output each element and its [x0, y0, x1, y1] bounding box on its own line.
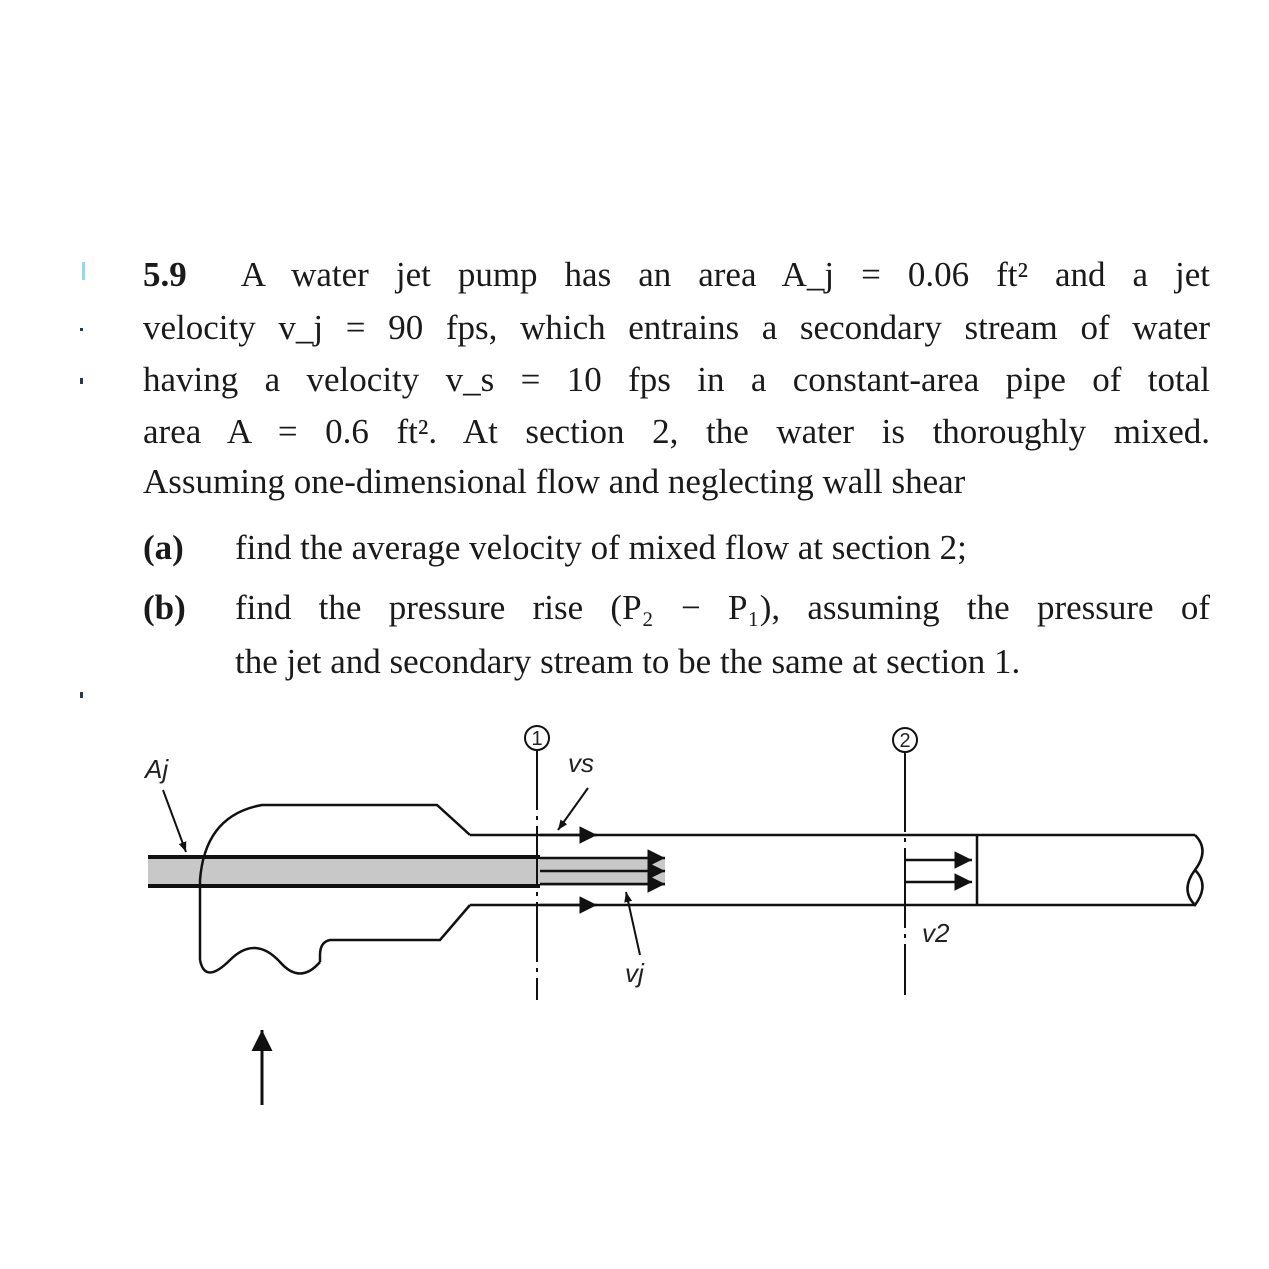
jet-velocity-label: vj [625, 958, 644, 988]
part-b-text-1: find the pressure rise (P₂ − P₁), assuming the pressure of [235, 588, 1210, 627]
secondary-velocity-label: vs [568, 748, 594, 778]
part-b-label: (b) [143, 588, 186, 627]
part-a-text: find the average velocity of mixed flow at section 2; [235, 528, 967, 567]
problem-line-3: having a velocity v_s = 10 fps in a constant-area pipe of total [143, 360, 1210, 399]
mixed-velocity-label: v2 [922, 918, 950, 948]
problem-text: A water jet pump has an area A_j = 0.06 ft² and a jet [240, 255, 1211, 294]
problem-number: 5.9 [143, 255, 187, 294]
part-b-text-2: the jet and secondary stream to be the same at section 1. [235, 642, 1021, 681]
jet-velocity-leader [626, 892, 640, 955]
problem-line-2: velocity v_j = 90 fps, which entrains a secondary stream of water [143, 308, 1210, 347]
part-a-label: (a) [143, 528, 184, 567]
problem-line-4: area A = 0.6 ft². At section 2, the water is thoroughly mixed. [143, 412, 1210, 451]
elbow-inner-wall [320, 905, 470, 962]
section-2-label: 2 [899, 730, 911, 752]
secondary-velocity-leader [558, 788, 588, 830]
pipe-break [1188, 835, 1203, 905]
section-1-label: 1 [531, 728, 543, 750]
jet-area-label: Aj [145, 754, 169, 784]
jet-area-leader [163, 790, 186, 852]
problem-line-5: Assuming one-dimensional flow and neglecting wall shear [143, 462, 966, 501]
elbow-break [200, 948, 320, 974]
